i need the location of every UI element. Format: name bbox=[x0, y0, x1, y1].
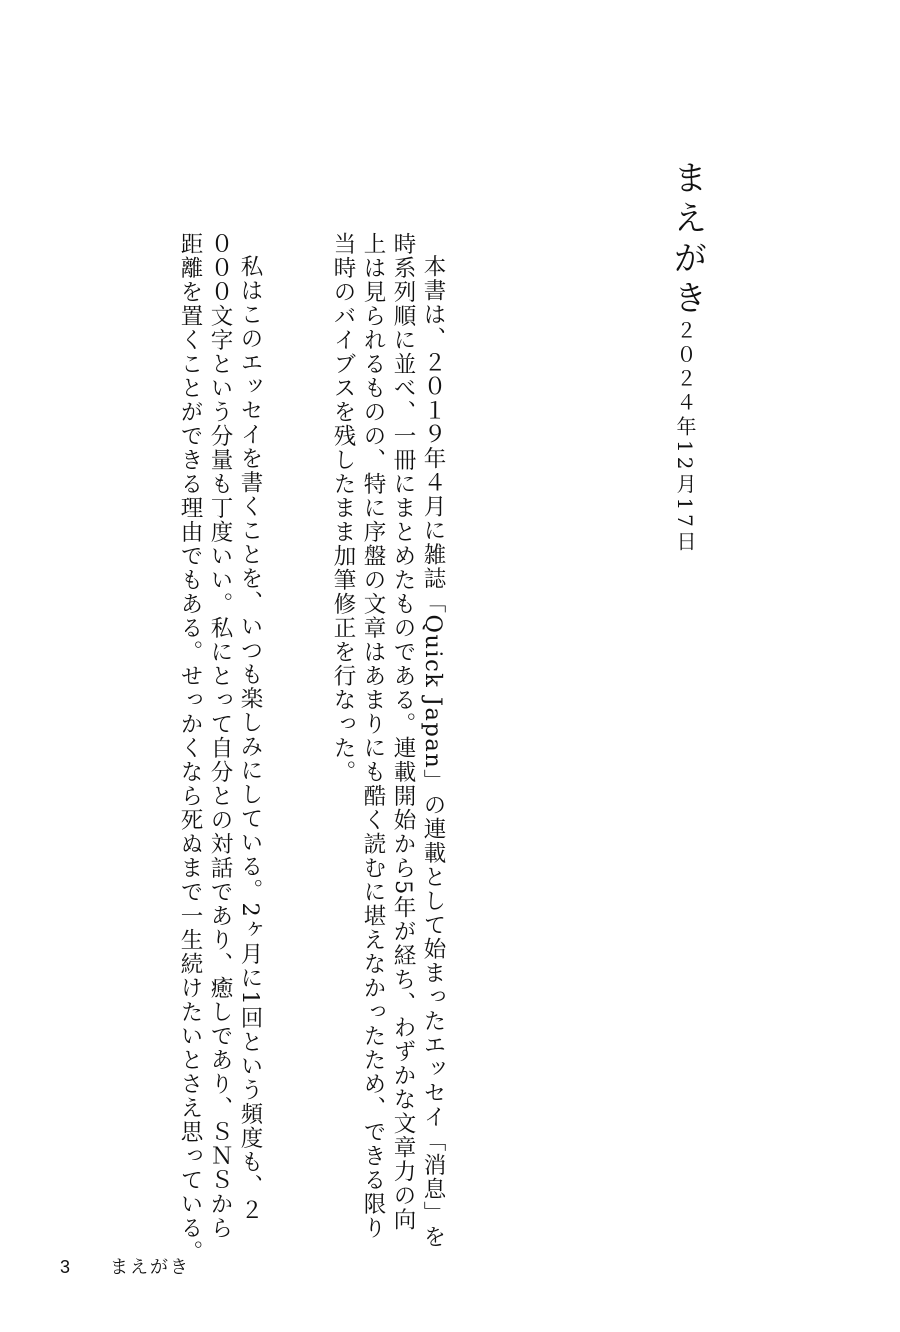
paragraph-1-line: 時系列順に並べ、一冊にまとめたものである。連載開始から5年が経ち、わずかな文章力の向 bbox=[390, 232, 416, 1232]
paragraph-1-line bbox=[418, 232, 448, 1249]
running-title: まえがき bbox=[110, 1257, 191, 1278]
paragraph-2 bbox=[145, 232, 265, 1264]
paragraph-1-line: 上は見られるものの、特に序盤の文章はあまりにも酷く読むに堪えなかったため、できる限り bbox=[360, 232, 386, 1240]
paragraph-2-line: ０００文字という分量も丁度いい。私にとって自分との対話であり、癒しであり、ＳＮＳから bbox=[207, 232, 233, 1240]
page-footer bbox=[60, 1253, 190, 1279]
paragraph-2-line bbox=[235, 232, 265, 1264]
paragraph-1 bbox=[298, 232, 448, 1249]
text-line: 本書は、２０１９年４月に雑誌「Quick Japan」の連載として始まったエッセイ「消息」を bbox=[420, 254, 446, 1250]
paragraph-2-line: 距離を置くことができる理由でもある。せっかくなら死ぬまで一生続けたいとさえ思っている。 bbox=[177, 232, 203, 1264]
text-line: 私はこのエッセイを書くことを、いつも楽しみにしている。2ヶ月に1回という頻度も、２ bbox=[237, 254, 263, 1223]
date: ２０２４年12月17日 bbox=[673, 320, 697, 555]
paragraph-1-line: 当時のバイブスを残したまま加筆修正を行なった。 bbox=[330, 232, 356, 784]
page-title: まえがき bbox=[667, 160, 707, 320]
page-number: 3 bbox=[60, 1257, 71, 1277]
